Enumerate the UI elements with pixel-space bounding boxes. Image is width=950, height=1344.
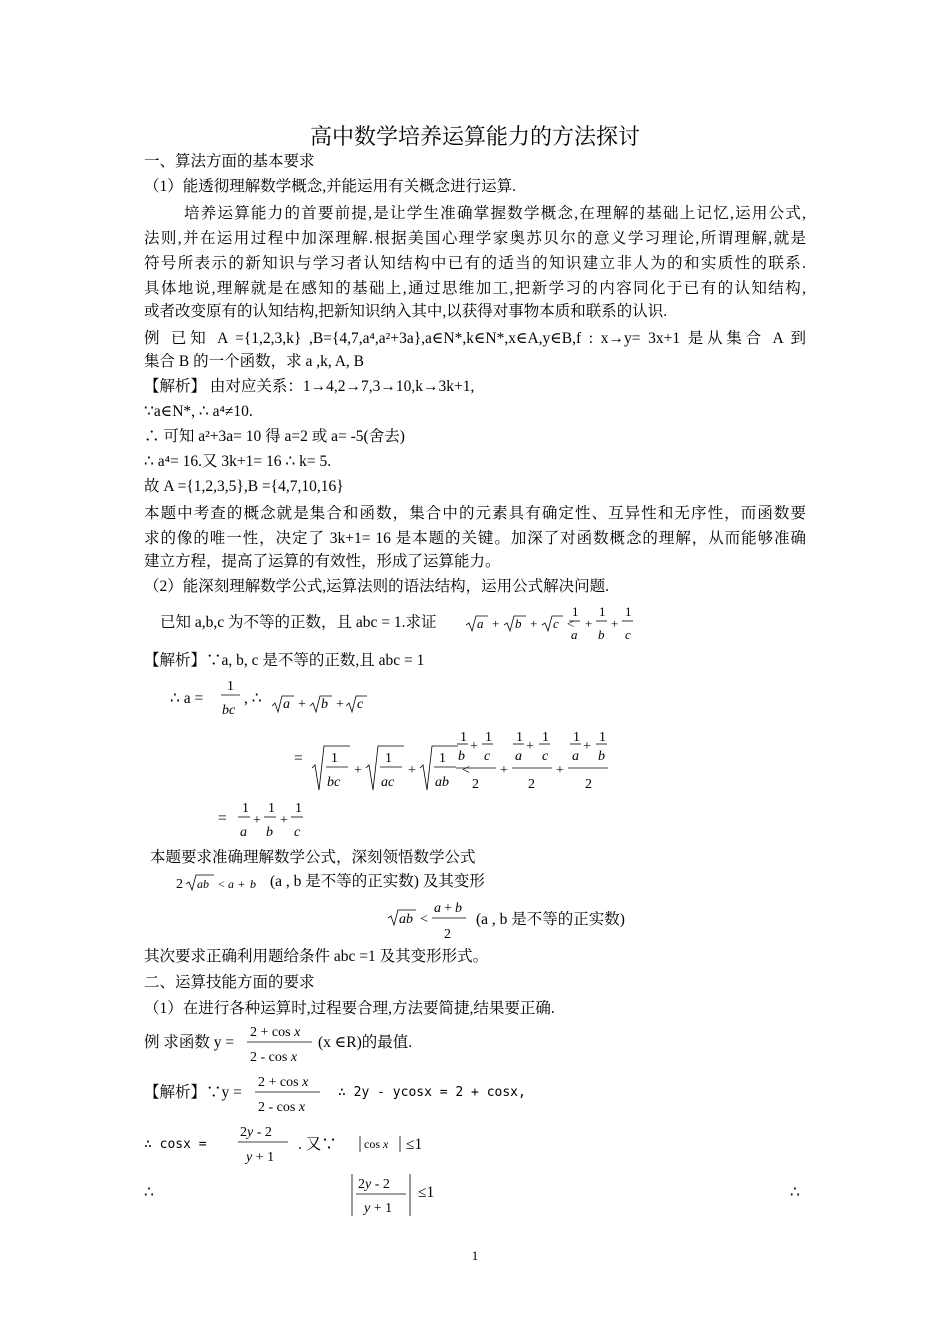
- svg-text:1: 1: [385, 751, 392, 766]
- svg-text:c: c: [484, 749, 491, 764]
- note-line: 建立方程，提高了运算的有效性，形成了运算能力。: [144, 553, 501, 570]
- page-title: 高中数学培养运算能力的方法探讨: [309, 124, 640, 149]
- svg-text:1: 1: [460, 730, 467, 745]
- solution-3-line-2: ∴ cosx =: [144, 1137, 207, 1152]
- solution-2-line-1: ∴ a =: [170, 690, 204, 707]
- svg-text:c: c: [625, 627, 631, 642]
- svg-text:2: 2: [585, 777, 592, 792]
- example-3-prefix: 例 求函数 y =: [144, 1034, 235, 1051]
- svg-text:a: a: [434, 901, 441, 916]
- svg-text:+: +: [280, 813, 288, 828]
- example-line: 集合 B 的一个函数，求 a ,k, A, B: [144, 353, 365, 370]
- abs-fraction-formula: [348, 1170, 414, 1218]
- svg-text:b: b: [455, 901, 462, 916]
- requirement-1: （1）能透彻理解数学概念,并能运用有关概念进行运算.: [144, 178, 517, 195]
- section-heading-2: 二、运算技能方面的要求: [144, 974, 315, 991]
- svg-text:2y - 2: 2y - 2: [358, 1177, 390, 1192]
- svg-text:bc: bc: [222, 703, 236, 718]
- svg-text:2: 2: [176, 877, 183, 892]
- svg-text:+: +: [611, 616, 619, 631]
- svg-text:b: b: [598, 627, 605, 642]
- svg-text:2y - 2: 2y - 2: [240, 1125, 272, 1140]
- svg-text:1: 1: [573, 730, 580, 745]
- svg-text:+: +: [530, 616, 538, 631]
- paragraph-line: 符号所表示的新知识与学习者认知结构中已有的适当的知识建立非人为的和实质性的联系.: [144, 255, 806, 272]
- svg-text:<: <: [420, 912, 428, 927]
- svg-text:b: b: [458, 749, 465, 764]
- svg-text:<: <: [567, 616, 575, 631]
- svg-text:1: 1: [331, 751, 338, 766]
- svg-text:c: c: [294, 825, 301, 840]
- solution-3-prefix: 【解析】∵y =: [144, 1084, 242, 1101]
- svg-text:ab: ab: [435, 775, 449, 790]
- svg-text:b: b: [250, 877, 256, 891]
- svg-text:2: 2: [528, 777, 535, 792]
- note-line: 求的像的唯一性，决定了 3k+1= 16 是本题的关键。加深了对函数概念的理解，从而能够准确: [144, 530, 806, 547]
- svg-text:a: a: [572, 749, 579, 764]
- svg-text:ac: ac: [381, 775, 395, 790]
- example-line: 例 已知 A ={1,2,3,k} ,B={4,7,a⁴,a²+3a},a∈N*,k∈N*,x∈A,y∈B,f : x→y= 3x+1 是从集合 A 到: [144, 330, 806, 347]
- solution-line: 故 A ={1,2,3,5},B ={4,7,10,16}: [144, 478, 344, 495]
- svg-text:cos x: cos x: [364, 1137, 389, 1151]
- svg-text:ab: ab: [197, 877, 209, 891]
- svg-text:c: c: [553, 616, 559, 631]
- reciprocal-sum-formula: [234, 796, 314, 844]
- svg-text:y + 1: y + 1: [364, 1201, 393, 1216]
- svg-text:2: 2: [444, 927, 451, 942]
- solution-3-line-2c: ≤1: [406, 1136, 423, 1153]
- svg-text:+: +: [336, 697, 344, 712]
- svg-text:c: c: [542, 749, 549, 764]
- page-number: 1: [471, 1248, 479, 1263]
- function-fraction: [244, 1020, 316, 1068]
- solution-3-line-2b: . 又∵: [298, 1136, 337, 1153]
- solution-2-therefore: , ∴: [244, 690, 262, 707]
- svg-text:+: +: [470, 739, 478, 754]
- svg-text:a: a: [283, 697, 290, 712]
- svg-text:+: +: [500, 763, 508, 778]
- svg-text:1: 1: [295, 801, 302, 816]
- note-2-condition: (a , b 是不等的正实数) 及其变形: [270, 873, 485, 890]
- svg-text:1: 1: [485, 730, 492, 745]
- svg-text:1: 1: [439, 751, 446, 766]
- svg-text:1: 1: [625, 604, 632, 619]
- example-3-suffix: (x ∈R)的最值.: [318, 1034, 413, 1051]
- requirement-3: （1）在进行各种运算时,过程要合理,方法要简捷,结果要正确.: [144, 1000, 555, 1017]
- svg-text:1: 1: [599, 604, 606, 619]
- note-2-line-last: 其次要求正确利用题给条件 abc =1 及其变形形式。: [144, 948, 489, 965]
- cos-fraction: [236, 1120, 292, 1168]
- svg-text:a: a: [228, 877, 234, 891]
- example-2-text: 已知 a,b,c 为不等的正数，且 abc = 1.求证: [160, 614, 437, 631]
- svg-text:2 - cos x: 2 - cos x: [250, 1050, 298, 1065]
- svg-text:1: 1: [268, 801, 275, 816]
- solution-line: ∴ 可知 a²+3a= 10 得 a=2 或 a= -5(舍去): [144, 428, 405, 445]
- svg-text:bc: bc: [327, 775, 341, 790]
- svg-text:c: c: [357, 697, 364, 712]
- svg-text:+: +: [556, 763, 564, 778]
- a-equals-formula: [218, 672, 368, 722]
- inequality-formula: [462, 600, 642, 646]
- solution-3-line-3b: ≤1: [418, 1184, 435, 1201]
- svg-text:b: b: [515, 616, 522, 631]
- svg-text:2 - cos x: 2 - cos x: [258, 1100, 306, 1115]
- equals-sign: =: [294, 750, 303, 767]
- svg-text:+: +: [492, 616, 500, 631]
- svg-text:2 + cos x: 2 + cos x: [258, 1075, 309, 1090]
- svg-text:1: 1: [516, 730, 523, 745]
- svg-text:ab: ab: [399, 912, 413, 927]
- chain-inequality-formula: [310, 724, 620, 796]
- sqrt-ab-formula: [386, 898, 472, 944]
- svg-text:a: a: [240, 825, 247, 840]
- svg-text:b: b: [598, 749, 605, 764]
- solution-line: 【解析】 由对应关系：1→4,2→7,3→10,k→3k+1,: [144, 378, 475, 395]
- paragraph-line: 具体地说,理解就是在感知的基础上,通过思维加工,把新学习的内容同化于已有的认知结构,: [144, 280, 806, 297]
- svg-text:b: b: [266, 825, 273, 840]
- svg-text:+: +: [444, 901, 452, 916]
- solution-line: ∴ a⁴= 16.又 3k+1= 16 ∴ k= 5.: [144, 453, 332, 470]
- svg-text:<: <: [462, 763, 470, 778]
- solution-3-line-3-right: ∴: [790, 1184, 800, 1201]
- paragraph-line: 法则,并在运用过程中加深理解.根据美国心理学家奥苏贝尔的意义学习理论,所谓理解,就是: [144, 230, 806, 247]
- svg-text:2 + cos x: 2 + cos x: [250, 1025, 301, 1040]
- solution-line: ∵a∈N*, ∴ a⁴≠10.: [144, 403, 253, 420]
- svg-text:+: +: [253, 813, 261, 828]
- svg-text:a: a: [571, 627, 578, 642]
- svg-text:+: +: [408, 763, 416, 778]
- svg-text:+: +: [526, 739, 534, 754]
- svg-text:1: 1: [242, 801, 249, 816]
- svg-text:1: 1: [542, 730, 549, 745]
- solution-2-head: 【解析】∵a, b, c 是不等的正数,且 abc = 1: [144, 652, 425, 669]
- note-2-line: 本题要求准确理解数学公式，深刻领悟数学公式: [150, 849, 476, 866]
- svg-text:+: +: [298, 697, 306, 712]
- paragraph-line: 培养运算能力的首要前提,是让学生准确掌握数学概念,在理解的基础上记忆,运用公式,: [184, 205, 806, 222]
- svg-text:b: b: [321, 697, 328, 712]
- equals-sign-2: =: [218, 810, 227, 827]
- svg-text:+: +: [354, 763, 362, 778]
- svg-text:+: +: [583, 739, 591, 754]
- requirement-2: （2）能深刻理解数学公式,运算法则的语法结构，运用公式解决问题.: [144, 578, 610, 595]
- svg-text:<: <: [218, 877, 225, 891]
- function-fraction-2: [252, 1070, 324, 1118]
- svg-text:y + 1: y + 1: [246, 1150, 275, 1165]
- svg-text:2: 2: [472, 777, 479, 792]
- svg-text:+: +: [238, 877, 245, 891]
- solution-3-equation: ∴ 2y - ycosx = 2 + cosx,: [338, 1085, 526, 1100]
- abs-cos-formula: [356, 1132, 406, 1156]
- svg-text:+: +: [585, 616, 593, 631]
- svg-text:1: 1: [572, 604, 579, 619]
- svg-text:1: 1: [227, 679, 234, 694]
- solution-3-line-3: ∴: [144, 1184, 154, 1201]
- svg-text:a: a: [515, 749, 522, 764]
- svg-text:1: 1: [599, 730, 606, 745]
- am-gm-formula: [172, 870, 268, 898]
- note-2-condition-2: (a , b 是不等的正实数): [476, 911, 625, 928]
- paragraph-line: 或者改变原有的认知结构,把新知识纳入其中,以获得对事物本质和联系的认识.: [144, 303, 668, 320]
- note-line: 本题中考查的概念就是集合和函数，集合中的元素具有确定性、互异性和无序性，而函数要: [144, 505, 806, 522]
- svg-text:a: a: [477, 616, 484, 631]
- section-heading-1: 一、算法方面的基本要求: [144, 153, 315, 170]
